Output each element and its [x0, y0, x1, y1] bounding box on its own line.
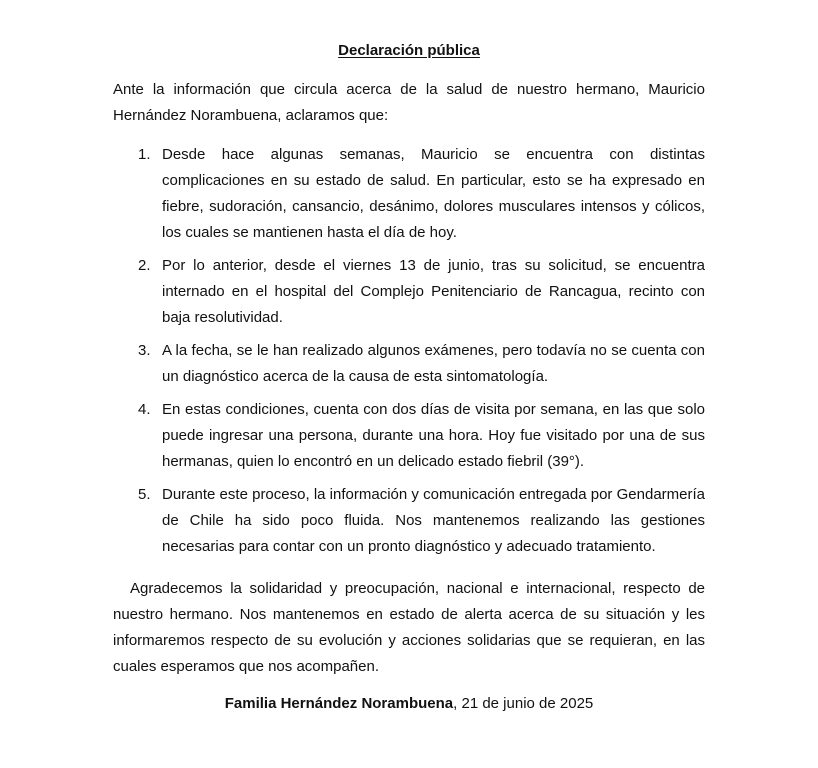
list-item	[113, 338, 705, 390]
list-item-text: A la fecha, se le han realizado algunos exámenes, pero todavía no se cuenta con un diagnóstico acerca de la causa de esta sintomatología.	[162, 342, 705, 385]
list-item-text: Desde hace algunas semanas, Mauricio se encuentra con distintas complicaciones en su estado de salud. En particular, esto se ha expresado en fiebre, sudoración, cansancio, desánimo, dolores musculares intensos y cólicos, los cuales se mantienen hasta el día de hoy.	[162, 146, 705, 241]
list-item	[113, 482, 705, 560]
list-item	[113, 397, 705, 475]
list-item-number: 2.	[138, 257, 151, 274]
document-title: Declaración pública	[338, 42, 480, 59]
list-item-text: Por lo anterior, desde el viernes 13 de junio, tras su solicitud, se encuentra internado en el hospital del Complejo Penitenciario de Rancagua, recinto con baja resolutividad.	[162, 257, 705, 326]
list-item	[113, 253, 705, 331]
closing-paragraph: Agradecemos la solidaridad y preocupación, nacional e internacional, respecto de nuestro hermano. Nos mantenemos en estado de alerta acerca de su situación y les informaremos respecto de su evolución y acciones solidarias que se requieran, en las cuales esperamos que nos acompañen.	[113, 580, 705, 675]
list-item	[113, 142, 705, 246]
list-item-text: En estas condiciones, cuenta con dos días de visita por semana, en las que solo puede ingresar una persona, durante una hora. Hoy fue visitado por una de sus hermanas, quien lo encontró en un delicado estado fiebril (39°).	[162, 401, 705, 470]
list-item-number: 1.	[138, 146, 151, 163]
signature-line	[0, 693, 818, 715]
list-item-text: Durante este proceso, la información y comunicación entregada por Gendarmería de Chile ha sido poco fluida. Nos mantenemos realizando las gestiones necesarias para contar con un pronto diagnóstico y adecuado tratamiento.	[162, 486, 705, 555]
list-item-number: 5.	[138, 486, 151, 503]
list-item-number: 4.	[138, 401, 151, 418]
list-item-number: 3.	[138, 342, 151, 359]
signature-name: Familia Hernández Norambuena	[224, 695, 454, 712]
signature-date: , 21 de junio de 2025	[453, 695, 594, 712]
intro-paragraph: Ante la información que circula acerca de la salud de nuestro hermano, Mauricio Hernández Norambuena, aclaramos que:	[113, 81, 705, 124]
clarification-list	[113, 142, 705, 567]
